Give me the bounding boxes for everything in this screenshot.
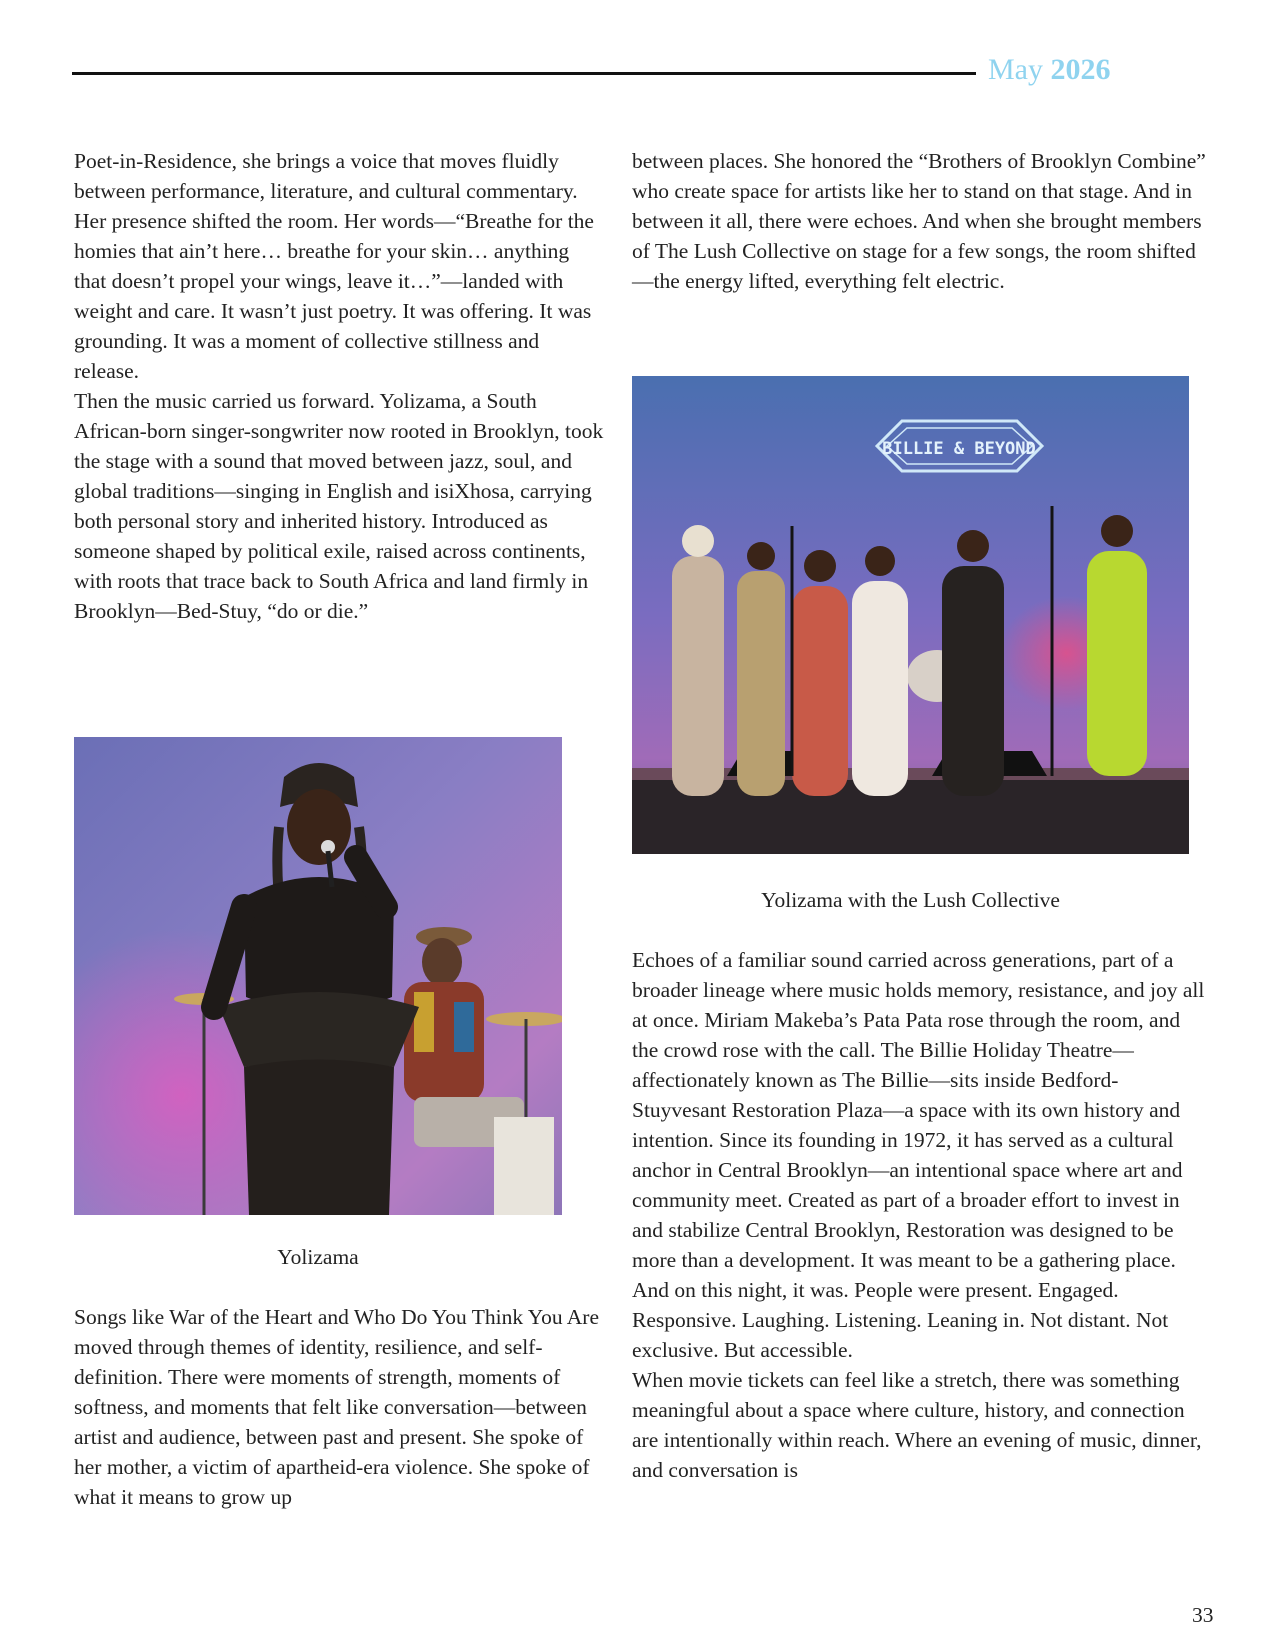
billie-beyond-sign: BILLIE & BEYOND <box>882 439 1036 459</box>
right-column-top-text <box>632 146 1207 296</box>
right-paragraph-1: between places. She honored the “Brothers of Brooklyn Combine” who create space for artists like her to stand on that stage. And in between it all, there were echoes. And when she brought members of The Lush Collective on stage for a few songs, the room shifted—the energy lifted, everything felt electric. <box>632 149 1206 293</box>
page-number: 33 <box>1192 1603 1214 1627</box>
lush-collective-photo <box>632 376 1189 854</box>
right-paragraph-3: When movie tickets can feel like a stretch, there was something meaningful about a space where culture, history, and connection are intentionally within reach. Where an evening of music, dinner, and conversation is <box>632 1368 1202 1482</box>
issue-month: May <box>988 53 1043 86</box>
yolizama-caption: Yolizama <box>277 1245 359 1269</box>
yolizama-photo <box>74 737 562 1215</box>
right-paragraph-2: Echoes of a familiar sound carried across generations, part of a broader lineage where music holds memory, resistance, and joy all at once. Miriam Makeba’s Pata Pata rose through the room, and the crowd rose with the call. The Billie Holiday Theatre—affectionately known as The Billie—sits inside Bedford-Stuyvesant Restoration Plaza—a space with its own history and intention. Since its founding in 1972, it has served as a cultural anchor in Central Brooklyn—an intentional space where art and community meet. Created as part of a broader effort to invest in and stabilize Central Brooklyn, Restoration was designed to be more than a development. It was meant to be a gathering place. And on this night, it was. People were present. Engaged. Responsive. Laughing. Listening. Leaning in. Not distant. Not exclusive. But accessible. <box>632 948 1205 1362</box>
left-paragraph-3: Songs like War of the Heart and Who Do You Think You Are moved through themes of identity, resilience, and self-definition. There were moments of strength, moments of softness, and moments that felt like conversation—between artist and audience, between past and present. She spoke of her mother, a victim of apartheid-era violence. She spoke of what it means to grow up <box>74 1305 600 1509</box>
right-column-bottom-text <box>632 945 1207 1485</box>
lush-collective-caption: Yolizama with the Lush Collective <box>761 888 1060 912</box>
header-rule <box>72 72 976 75</box>
issue-year: 2026 <box>1050 53 1111 86</box>
left-paragraph-1: Poet-in-Residence, she brings a voice that moves fluidly between performance, literature, and cultural commentary. Her presence shifted the room. Her words—“Breathe for the homies that ain’t here… breathe for your skin… anything that doesn’t propel your wings, leave it…”—landed with weight and care. It wasn’t just poetry. It was offering. It was grounding. It was a moment of collective stillness and release. <box>74 149 594 383</box>
left-paragraph-2: Then the music carried us forward. Yolizama, a South African-born singer-songwriter now rooted in Brooklyn, took the stage with a sound that moved between jazz, soul, and global traditions—singing in English and isiXhosa, carrying both personal story and inherited history. Introduced as someone shaped by political exile, raised across continents, with roots that trace back to South Africa and land firmly in Brooklyn—Bed-Stuy, “do or die.” <box>74 389 604 623</box>
left-column-top-text <box>74 146 604 626</box>
issue-date <box>988 52 1111 88</box>
left-column-bottom-text <box>74 1302 604 1512</box>
